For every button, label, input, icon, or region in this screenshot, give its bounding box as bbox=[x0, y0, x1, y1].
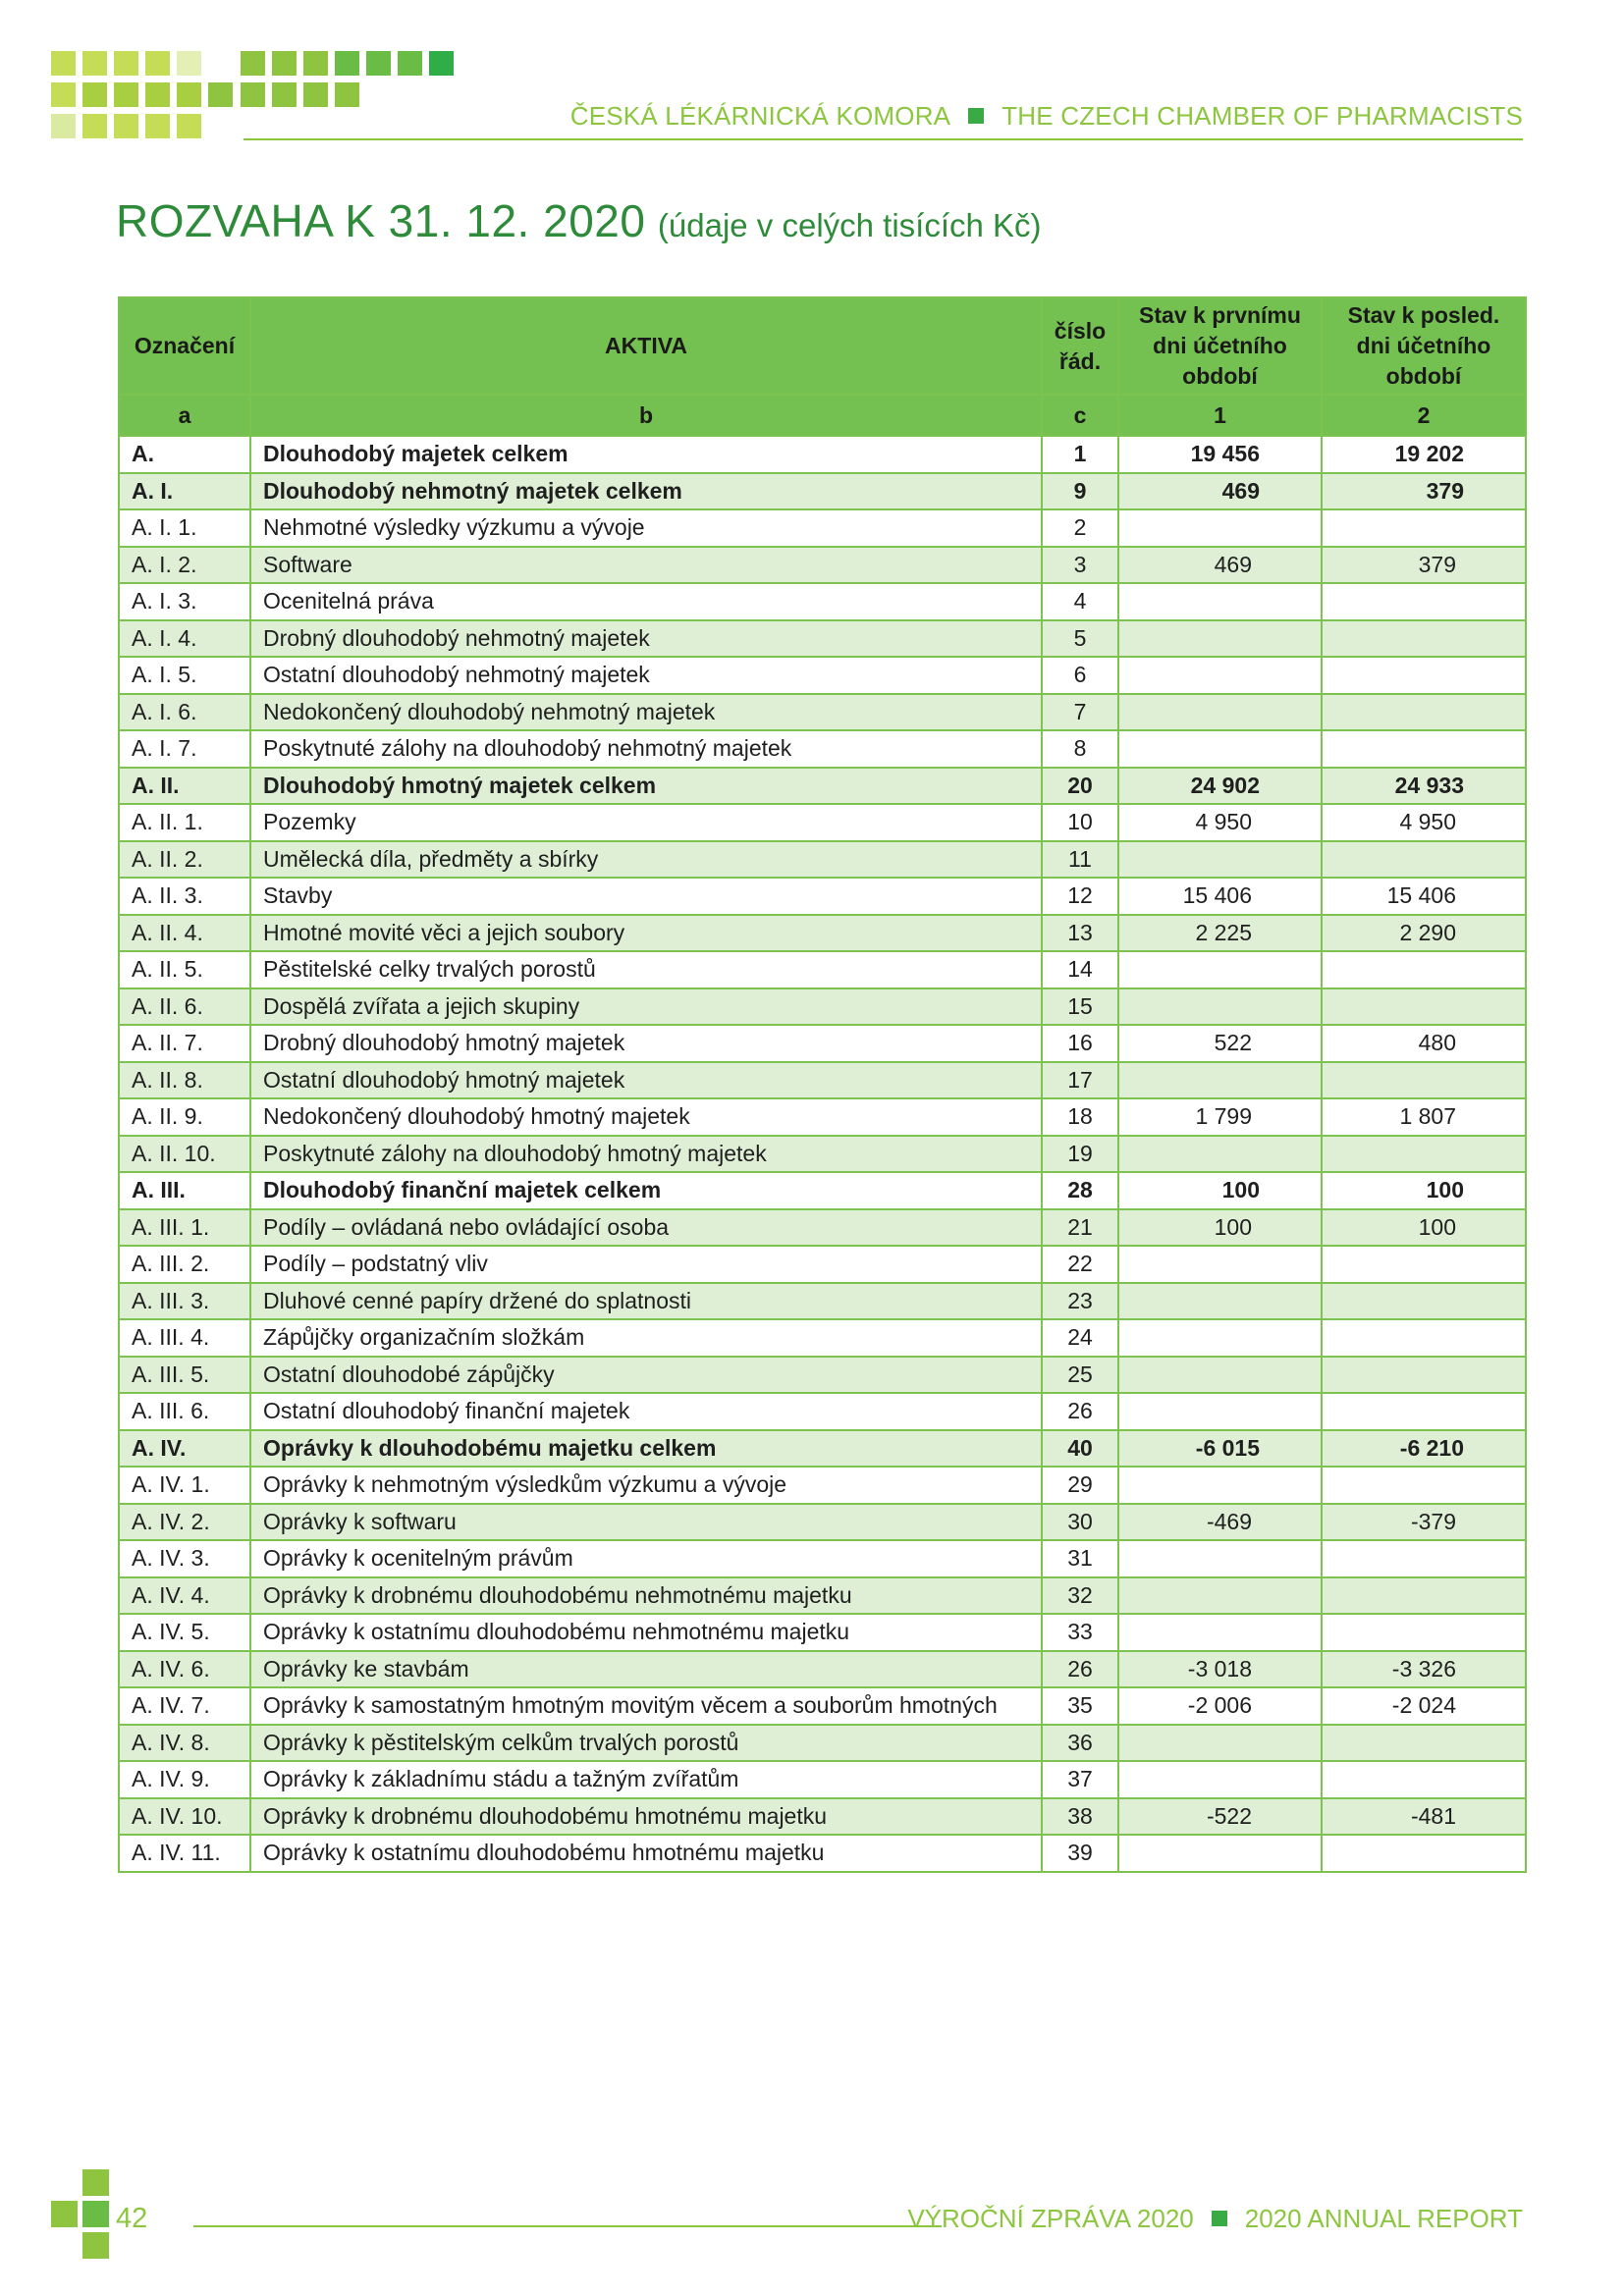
cell-value-start: 15 406 bbox=[1118, 878, 1322, 915]
cell-value-start bbox=[1118, 1577, 1322, 1615]
cell-code: A. I. 7. bbox=[119, 730, 250, 768]
cell-label: Drobný dlouhodobý hmotný majetek bbox=[250, 1025, 1042, 1062]
cell-value-end bbox=[1322, 583, 1526, 620]
cell-value-end bbox=[1322, 1136, 1526, 1173]
cell-value-start: -522 bbox=[1118, 1798, 1322, 1836]
cell-value-start: 100 bbox=[1118, 1209, 1322, 1247]
cell-label: Ostatní dlouhodobý hmotný majetek bbox=[250, 1062, 1042, 1099]
cell-line-number: 18 bbox=[1042, 1098, 1118, 1136]
table-header-row bbox=[119, 297, 1526, 395]
cell-line-number: 7 bbox=[1042, 694, 1118, 731]
cell-line-number: 35 bbox=[1042, 1687, 1118, 1725]
cell-code: A. III. 2. bbox=[119, 1246, 250, 1283]
col-header-oznaceni: Označení bbox=[119, 297, 250, 395]
cell-value-start: 1 799 bbox=[1118, 1098, 1322, 1136]
cell-code: A. II. 1. bbox=[119, 804, 250, 841]
cell-line-number: 5 bbox=[1042, 620, 1118, 658]
cell-code: A. II. 8. bbox=[119, 1062, 250, 1099]
cell-line-number: 28 bbox=[1042, 1172, 1118, 1209]
table-row bbox=[119, 1577, 1526, 1615]
cell-code: A. IV. bbox=[119, 1430, 250, 1468]
cell-value-start: -3 018 bbox=[1118, 1651, 1322, 1688]
cell-value-start bbox=[1118, 1246, 1322, 1283]
cell-value-start bbox=[1118, 1136, 1322, 1173]
cell-code: A. II. 10. bbox=[119, 1136, 250, 1173]
cell-label: Software bbox=[250, 547, 1042, 584]
table-row bbox=[119, 1246, 1526, 1283]
cell-label: Nehmotné výsledky výzkumu a vývoje bbox=[250, 509, 1042, 547]
cell-line-number: 15 bbox=[1042, 988, 1118, 1026]
cell-code: A. I. 6. bbox=[119, 694, 250, 731]
cell-label: Oprávky k dlouhodobému majetku celkem bbox=[250, 1430, 1042, 1468]
table-row bbox=[119, 1209, 1526, 1247]
cell-line-number: 14 bbox=[1042, 951, 1118, 988]
cell-value-end bbox=[1322, 730, 1526, 768]
cell-code: A. I. 4. bbox=[119, 620, 250, 658]
cell-value-start bbox=[1118, 1467, 1322, 1504]
cell-value-end: 2 290 bbox=[1322, 915, 1526, 952]
cell-code: A. I. 2. bbox=[119, 547, 250, 584]
table-row bbox=[119, 951, 1526, 988]
table-row bbox=[119, 509, 1526, 547]
cell-label: Umělecká díla, předměty a sbírky bbox=[250, 841, 1042, 879]
cell-code: A. II. 5. bbox=[119, 951, 250, 988]
cell-value-end bbox=[1322, 1246, 1526, 1283]
cell-line-number: 25 bbox=[1042, 1357, 1118, 1394]
cell-code: A. II. 7. bbox=[119, 1025, 250, 1062]
cell-code: A. II. 3. bbox=[119, 878, 250, 915]
cell-label: Nedokončený dlouhodobý hmotný majetek bbox=[250, 1098, 1042, 1136]
cell-label: Oprávky k drobnému dlouhodobému hmotnému majetku bbox=[250, 1798, 1042, 1836]
cell-value-end bbox=[1322, 951, 1526, 988]
cell-code: A. III. 3. bbox=[119, 1283, 250, 1320]
cell-label: Dlouhodobý majetek celkem bbox=[250, 436, 1042, 473]
page-title-main: ROZVAHA K 31. 12. 2020 bbox=[116, 195, 646, 246]
table-row bbox=[119, 436, 1526, 473]
cell-value-end bbox=[1322, 841, 1526, 879]
table-row bbox=[119, 694, 1526, 731]
col-header-stav-posled: Stav k posled. dni účetního období bbox=[1322, 297, 1526, 395]
table-row bbox=[119, 1835, 1526, 1872]
subheader-b: b bbox=[250, 395, 1042, 436]
cell-value-start bbox=[1118, 1725, 1322, 1762]
cell-value-end bbox=[1322, 657, 1526, 694]
cell-code: A. III. 6. bbox=[119, 1393, 250, 1430]
cell-value-end: 15 406 bbox=[1322, 878, 1526, 915]
cell-value-end bbox=[1322, 1577, 1526, 1615]
cell-code: A. II. 6. bbox=[119, 988, 250, 1026]
table-row bbox=[119, 878, 1526, 915]
cell-label: Ocenitelná práva bbox=[250, 583, 1042, 620]
subheader-c: c bbox=[1042, 395, 1118, 436]
cell-code: A. III. 5. bbox=[119, 1357, 250, 1394]
cell-value-end bbox=[1322, 620, 1526, 658]
cell-value-start: 469 bbox=[1118, 473, 1322, 510]
cell-value-end bbox=[1322, 1725, 1526, 1762]
cell-line-number: 10 bbox=[1042, 804, 1118, 841]
cell-line-number: 30 bbox=[1042, 1504, 1118, 1541]
cell-line-number: 26 bbox=[1042, 1651, 1118, 1688]
table-row bbox=[119, 583, 1526, 620]
table-row bbox=[119, 1651, 1526, 1688]
cell-line-number: 21 bbox=[1042, 1209, 1118, 1247]
table-row bbox=[119, 988, 1526, 1026]
table-row bbox=[119, 1798, 1526, 1836]
cell-label: Poskytnuté zálohy na dlouhodobý hmotný majetek bbox=[250, 1136, 1042, 1173]
table-row bbox=[119, 1504, 1526, 1541]
table-row bbox=[119, 915, 1526, 952]
cell-code: A. III. 1. bbox=[119, 1209, 250, 1247]
cell-line-number: 32 bbox=[1042, 1577, 1118, 1615]
cell-label: Podíly – ovládaná nebo ovládající osoba bbox=[250, 1209, 1042, 1247]
cell-line-number: 2 bbox=[1042, 509, 1118, 547]
cell-value-start bbox=[1118, 1614, 1322, 1651]
cell-code: A. IV. 11. bbox=[119, 1835, 250, 1872]
table-row bbox=[119, 1172, 1526, 1209]
table-row bbox=[119, 473, 1526, 510]
cell-label: Pěstitelské celky trvalých porostů bbox=[250, 951, 1042, 988]
cell-line-number: 37 bbox=[1042, 1761, 1118, 1798]
cell-line-number: 4 bbox=[1042, 583, 1118, 620]
cell-label: Pozemky bbox=[250, 804, 1042, 841]
cell-value-start bbox=[1118, 988, 1322, 1026]
table-row bbox=[119, 1540, 1526, 1577]
cell-value-end: 480 bbox=[1322, 1025, 1526, 1062]
table-row bbox=[119, 768, 1526, 805]
cell-line-number: 17 bbox=[1042, 1062, 1118, 1099]
table-row bbox=[119, 657, 1526, 694]
header-org bbox=[570, 102, 1523, 130]
cell-value-start: 2 225 bbox=[1118, 915, 1322, 952]
cell-code: A. IV. 8. bbox=[119, 1725, 250, 1762]
cell-line-number: 38 bbox=[1042, 1798, 1118, 1836]
cell-value-end: 19 202 bbox=[1322, 436, 1526, 473]
cell-value-end bbox=[1322, 1393, 1526, 1430]
cell-value-start bbox=[1118, 841, 1322, 879]
col-header-aktiva: AKTIVA bbox=[250, 297, 1042, 395]
cell-label: Oprávky k ostatnímu dlouhodobému hmotnému majetku bbox=[250, 1835, 1042, 1872]
cell-line-number: 31 bbox=[1042, 1540, 1118, 1577]
subheader-a: a bbox=[119, 395, 250, 436]
header-org-cz: ČESKÁ LÉKÁRNICKÁ KOMORA bbox=[569, 100, 951, 131]
table-row bbox=[119, 1761, 1526, 1798]
cell-code: A. III. 4. bbox=[119, 1319, 250, 1357]
cell-label: Podíly – podstatný vliv bbox=[250, 1246, 1042, 1283]
cell-value-start bbox=[1118, 951, 1322, 988]
col-header-cislo: číslo řád. bbox=[1042, 297, 1118, 395]
cell-value-end: 379 bbox=[1322, 547, 1526, 584]
cell-code: A. IV. 10. bbox=[119, 1798, 250, 1836]
cell-label: Oprávky k softwaru bbox=[250, 1504, 1042, 1541]
cell-code: A. bbox=[119, 436, 250, 473]
table-row bbox=[119, 1725, 1526, 1762]
cell-value-start: 100 bbox=[1118, 1172, 1322, 1209]
cell-value-start: 24 902 bbox=[1118, 768, 1322, 805]
cell-line-number: 29 bbox=[1042, 1467, 1118, 1504]
cell-value-start bbox=[1118, 730, 1322, 768]
cell-label: Dluhové cenné papíry držené do splatnosti bbox=[250, 1283, 1042, 1320]
cell-value-start: 4 950 bbox=[1118, 804, 1322, 841]
table-row bbox=[119, 1430, 1526, 1468]
subheader-1: 1 bbox=[1118, 395, 1322, 436]
cell-value-end: -2 024 bbox=[1322, 1687, 1526, 1725]
cell-label: Oprávky k základnímu stádu a tažným zvířatům bbox=[250, 1761, 1042, 1798]
table-row bbox=[119, 620, 1526, 658]
cell-line-number: 26 bbox=[1042, 1393, 1118, 1430]
cell-label: Ostatní dlouhodobý nehmotný majetek bbox=[250, 657, 1042, 694]
cell-line-number: 1 bbox=[1042, 436, 1118, 473]
cell-line-number: 12 bbox=[1042, 878, 1118, 915]
cell-line-number: 39 bbox=[1042, 1835, 1118, 1872]
table-row bbox=[119, 1136, 1526, 1173]
cell-value-start bbox=[1118, 1357, 1322, 1394]
footer-report bbox=[907, 2203, 1523, 2234]
cell-code: A. I. 5. bbox=[119, 657, 250, 694]
cell-label: Hmotné movité věci a jejich soubory bbox=[250, 915, 1042, 952]
header-rule bbox=[244, 138, 1523, 140]
table-row bbox=[119, 1614, 1526, 1651]
cell-value-start bbox=[1118, 1761, 1322, 1798]
cell-label: Oprávky k drobnému dlouhodobému nehmotnému majetku bbox=[250, 1577, 1042, 1615]
table-body bbox=[119, 436, 1526, 1872]
cell-line-number: 11 bbox=[1042, 841, 1118, 879]
page-title bbox=[116, 194, 1042, 247]
cell-line-number: 9 bbox=[1042, 473, 1118, 510]
table-row bbox=[119, 804, 1526, 841]
footer-rule bbox=[193, 2225, 942, 2227]
cell-value-start: 522 bbox=[1118, 1025, 1322, 1062]
cell-value-start: -6 015 bbox=[1118, 1430, 1322, 1468]
table-row bbox=[119, 547, 1526, 584]
cell-value-end bbox=[1322, 1835, 1526, 1872]
cell-label: Dlouhodobý finanční majetek celkem bbox=[250, 1172, 1042, 1209]
cell-value-end bbox=[1322, 988, 1526, 1026]
cell-line-number: 20 bbox=[1042, 768, 1118, 805]
cell-code: A. II. 9. bbox=[119, 1098, 250, 1136]
cell-line-number: 40 bbox=[1042, 1430, 1118, 1468]
cell-value-start: 19 456 bbox=[1118, 436, 1322, 473]
cell-label: Drobný dlouhodobý nehmotný majetek bbox=[250, 620, 1042, 658]
cell-value-end: -481 bbox=[1322, 1798, 1526, 1836]
cell-label: Dlouhodobý nehmotný majetek celkem bbox=[250, 473, 1042, 510]
cell-code: A. IV. 4. bbox=[119, 1577, 250, 1615]
cell-value-end bbox=[1322, 1357, 1526, 1394]
footer-report-en: 2020 ANNUAL REPORT bbox=[1244, 2203, 1523, 2233]
cell-value-start: 469 bbox=[1118, 547, 1322, 584]
table-row bbox=[119, 1319, 1526, 1357]
cell-line-number: 33 bbox=[1042, 1614, 1118, 1651]
cell-line-number: 16 bbox=[1042, 1025, 1118, 1062]
table-row bbox=[119, 1062, 1526, 1099]
cell-value-start bbox=[1118, 1283, 1322, 1320]
square-bullet-icon bbox=[968, 108, 984, 124]
cell-code: A. I. bbox=[119, 473, 250, 510]
table-row bbox=[119, 1357, 1526, 1394]
cell-value-end: -6 210 bbox=[1322, 1430, 1526, 1468]
cell-label: Oprávky ke stavbám bbox=[250, 1651, 1042, 1688]
balance-sheet-table bbox=[118, 296, 1527, 1873]
subheader-2: 2 bbox=[1322, 395, 1526, 436]
table-row bbox=[119, 1393, 1526, 1430]
table-row bbox=[119, 730, 1526, 768]
cell-value-start bbox=[1118, 1062, 1322, 1099]
cell-line-number: 22 bbox=[1042, 1246, 1118, 1283]
cell-code: A. II. 4. bbox=[119, 915, 250, 952]
cell-value-end: 379 bbox=[1322, 473, 1526, 510]
table-row bbox=[119, 1687, 1526, 1725]
cell-value-end bbox=[1322, 1761, 1526, 1798]
cell-line-number: 19 bbox=[1042, 1136, 1118, 1173]
cell-value-end: 100 bbox=[1322, 1209, 1526, 1247]
cell-value-end: -379 bbox=[1322, 1504, 1526, 1541]
cell-value-end bbox=[1322, 1467, 1526, 1504]
cell-code: A. IV. 7. bbox=[119, 1687, 250, 1725]
cell-value-end: 4 950 bbox=[1322, 804, 1526, 841]
table-row bbox=[119, 1098, 1526, 1136]
cell-value-start bbox=[1118, 583, 1322, 620]
cell-value-start bbox=[1118, 620, 1322, 658]
cell-value-end bbox=[1322, 1614, 1526, 1651]
cell-value-start bbox=[1118, 694, 1322, 731]
cell-label: Stavby bbox=[250, 878, 1042, 915]
cell-line-number: 3 bbox=[1042, 547, 1118, 584]
cell-value-end: 100 bbox=[1322, 1172, 1526, 1209]
cell-code: A. II. 2. bbox=[119, 841, 250, 879]
cell-label: Oprávky k samostatným hmotným movitým věcem a souborům hmotných bbox=[250, 1687, 1042, 1725]
cell-label: Ostatní dlouhodobé zápůjčky bbox=[250, 1357, 1042, 1394]
cell-code: A. II. bbox=[119, 768, 250, 805]
cell-label: Oprávky k ostatnímu dlouhodobému nehmotnému majetku bbox=[250, 1614, 1042, 1651]
footer-report-cz: VÝROČNÍ ZPRÁVA 2020 bbox=[907, 2203, 1194, 2233]
cell-value-start bbox=[1118, 657, 1322, 694]
col-header-stav-prvni: Stav k prvnímu dni účetního období bbox=[1118, 297, 1322, 395]
cell-value-start bbox=[1118, 509, 1322, 547]
page-number: 42 bbox=[116, 2203, 148, 2234]
cell-value-end bbox=[1322, 1540, 1526, 1577]
cell-value-end bbox=[1322, 509, 1526, 547]
cell-label: Oprávky k pěstitelským celkům trvalých porostů bbox=[250, 1725, 1042, 1762]
cell-value-end: 1 807 bbox=[1322, 1098, 1526, 1136]
cell-value-start bbox=[1118, 1835, 1322, 1872]
cell-value-end bbox=[1322, 1283, 1526, 1320]
table-row bbox=[119, 1025, 1526, 1062]
cell-code: A. IV. 1. bbox=[119, 1467, 250, 1504]
table-row bbox=[119, 1467, 1526, 1504]
cell-value-end bbox=[1322, 1319, 1526, 1357]
cell-code: A. IV. 9. bbox=[119, 1761, 250, 1798]
cell-label: Oprávky k ocenitelným právům bbox=[250, 1540, 1042, 1577]
cell-label: Poskytnuté zálohy na dlouhodobý nehmotný majetek bbox=[250, 730, 1042, 768]
cell-label: Zápůjčky organizačním složkám bbox=[250, 1319, 1042, 1357]
table-row bbox=[119, 1283, 1526, 1320]
cell-value-start bbox=[1118, 1540, 1322, 1577]
cell-label: Ostatní dlouhodobý finanční majetek bbox=[250, 1393, 1042, 1430]
cell-value-start: -2 006 bbox=[1118, 1687, 1322, 1725]
cell-line-number: 24 bbox=[1042, 1319, 1118, 1357]
cell-code: A. III. bbox=[119, 1172, 250, 1209]
cell-value-end: -3 326 bbox=[1322, 1651, 1526, 1688]
cell-line-number: 8 bbox=[1042, 730, 1118, 768]
cell-value-end bbox=[1322, 694, 1526, 731]
cell-label: Oprávky k nehmotným výsledkům výzkumu a vývoje bbox=[250, 1467, 1042, 1504]
cell-label: Dospělá zvířata a jejich skupiny bbox=[250, 988, 1042, 1026]
cell-code: A. I. 3. bbox=[119, 583, 250, 620]
cell-line-number: 23 bbox=[1042, 1283, 1118, 1320]
table-row bbox=[119, 841, 1526, 879]
cell-value-end bbox=[1322, 1062, 1526, 1099]
cell-line-number: 36 bbox=[1042, 1725, 1118, 1762]
cell-code: A. IV. 6. bbox=[119, 1651, 250, 1688]
cell-value-end: 24 933 bbox=[1322, 768, 1526, 805]
header-org-en: THE CZECH CHAMBER OF PHARMACISTS bbox=[1001, 100, 1523, 131]
cell-label: Dlouhodobý hmotný majetek celkem bbox=[250, 768, 1042, 805]
cell-code: A. I. 1. bbox=[119, 509, 250, 547]
cell-value-start bbox=[1118, 1393, 1322, 1430]
cell-value-start bbox=[1118, 1319, 1322, 1357]
cell-label: Nedokončený dlouhodobý nehmotný majetek bbox=[250, 694, 1042, 731]
table-subheader-row bbox=[119, 395, 1526, 436]
cell-value-start: -469 bbox=[1118, 1504, 1322, 1541]
cell-line-number: 6 bbox=[1042, 657, 1118, 694]
square-bullet-icon bbox=[1212, 2211, 1227, 2226]
cell-code: A. IV. 2. bbox=[119, 1504, 250, 1541]
cell-line-number: 13 bbox=[1042, 915, 1118, 952]
cell-code: A. IV. 5. bbox=[119, 1614, 250, 1651]
page-title-sub: (údaje v celých tisících Kč) bbox=[657, 207, 1042, 243]
cell-code: A. IV. 3. bbox=[119, 1540, 250, 1577]
